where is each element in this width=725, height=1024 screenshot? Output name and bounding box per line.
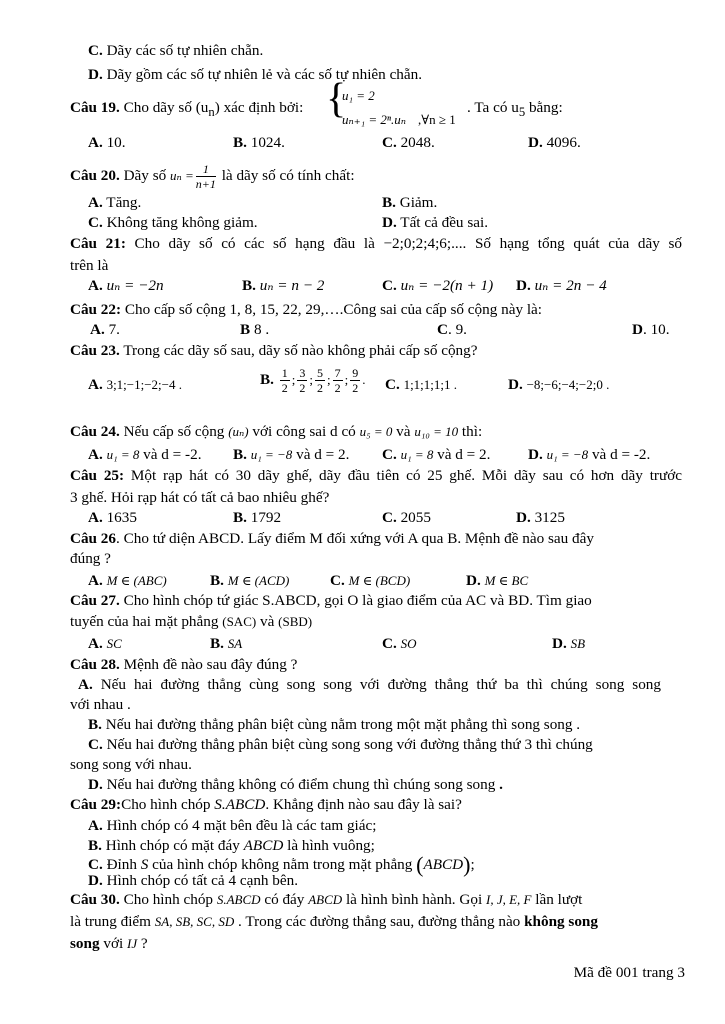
stem-math: u₅ = 0: [359, 424, 393, 439]
stem-text: và: [392, 423, 415, 440]
question-19-system: [326, 76, 466, 134]
fraction-denominator: n+1: [195, 177, 216, 191]
fraction: [333, 366, 343, 395]
question-23-option-a[interactable]: [88, 376, 182, 394]
stem-text: có đáy: [260, 891, 309, 908]
option-letter: D.: [528, 446, 543, 463]
option-letter: A.: [88, 509, 103, 526]
option-text: uₙ = n − 2: [259, 277, 325, 294]
question-label: Câu 23.: [70, 342, 120, 359]
question-23-option-d[interactable]: [508, 376, 609, 394]
question-24-option-a[interactable]: [88, 446, 202, 464]
question-26-option-b[interactable]: [210, 572, 289, 590]
fraction: [196, 162, 216, 191]
option-text: và d = -2.: [588, 446, 651, 463]
option-letter: C.: [382, 134, 397, 151]
stem-text: và: [256, 613, 279, 630]
stem-math: ABCD: [308, 892, 343, 907]
system-eq-1: u₁ = 2: [342, 88, 375, 103]
question-22-option-c[interactable]: [437, 321, 467, 339]
stem-text: Dãy số: [119, 166, 170, 184]
option-math: S: [140, 856, 149, 873]
option-letter: A.: [88, 277, 103, 294]
option-letter: A.: [88, 134, 103, 151]
option-text: 4096.: [542, 134, 581, 151]
question-25-stem-line-2: 3 ghế. Hỏi rạp hát có tất cả bao nhiêu ghế?: [70, 489, 330, 506]
option-letter: B.: [242, 277, 256, 294]
stem-text: lần lượt: [531, 891, 583, 908]
question-20-option-b[interactable]: [382, 194, 437, 212]
stem-math: S.ABCD: [216, 892, 261, 907]
fraction-numerator: 7: [334, 366, 341, 380]
option-letter: D.: [528, 134, 543, 151]
question-25-stem-line-1: [70, 467, 682, 485]
option-text: 2048.: [396, 134, 435, 151]
stem-text: Cho cấp số cộng 1, 8, 15, 22, 29,….Công sai của cấp số cộng này là:: [121, 301, 543, 318]
stem-text: là dãy số có tính chất:: [217, 166, 355, 184]
question-25-option-d[interactable]: [516, 509, 565, 527]
option-letter: C.: [382, 277, 397, 294]
option-letter: A.: [88, 817, 103, 834]
question-24-option-c[interactable]: [382, 446, 490, 464]
option-math: u₁ = −8: [546, 447, 589, 462]
option-letter: C.: [88, 42, 103, 59]
option-text: SC: [106, 636, 122, 651]
option-letter: D: [632, 321, 643, 338]
option-text: M ∈ (ABC): [106, 573, 167, 588]
stem-math: I, J, E, F: [485, 892, 532, 907]
question-25-option-a[interactable]: [88, 509, 137, 527]
option-letter: B.: [210, 572, 224, 589]
question-label: Câu 25:: [70, 467, 125, 484]
option-letter: D.: [88, 776, 103, 793]
curly-brace-icon: {: [326, 76, 347, 122]
question-30-stem-line-3: [70, 935, 148, 953]
option-math: u₁ = −8: [250, 447, 293, 462]
stem-text: ) xác định bởi:: [214, 99, 304, 116]
question-28-option-c-cont: song song với nhau.: [70, 756, 192, 773]
question-26-option-d[interactable]: [466, 572, 528, 590]
option-text: SO: [400, 636, 417, 651]
option-text: . 10.: [642, 321, 670, 338]
fraction: [315, 366, 325, 395]
option-text: Hình chóp có mặt đáy: [101, 837, 244, 854]
plane-name: (SBD): [278, 614, 313, 629]
option-math: ABCD: [243, 837, 284, 854]
option-letter: D.: [382, 214, 397, 231]
fraction: [297, 366, 307, 395]
option-text: M ∈ (ACD): [227, 573, 290, 588]
option-text: và d = 2.: [292, 446, 350, 463]
question-label: Câu 20.: [70, 166, 120, 184]
question-21-option-d[interactable]: [516, 277, 607, 295]
question-27-option-d[interactable]: [552, 635, 585, 653]
stem-text: . Cho tứ diện ABCD. Lấy điểm M đối xứng với A qua B. Mệnh đề nào sau đây: [116, 530, 594, 547]
option-letter: C.: [330, 572, 345, 589]
question-20-option-c[interactable]: [88, 214, 258, 232]
stem-text: Cho dãy số (u: [119, 99, 209, 116]
stem-text: Cho hình chóp: [119, 891, 217, 908]
stem-text: là hình bình hành. Gọi: [342, 891, 486, 908]
question-26-stem-line-1: [70, 530, 594, 548]
option-letter: B.: [210, 635, 224, 652]
question-27-option-c[interactable]: [382, 635, 416, 653]
option-text: Nếu hai đường thẳng không có điểm chung thì chúng song song: [102, 776, 496, 793]
option-letter: C.: [385, 376, 400, 393]
option-letter: A.: [88, 572, 103, 589]
option-text: 7.: [104, 321, 120, 338]
stem-text: là trung điểm: [70, 913, 155, 930]
option-text: Dãy gồm các số tự nhiên lẻ và các số tự nhiên chẵn.: [102, 66, 423, 83]
question-25-option-b[interactable]: [233, 509, 281, 527]
option-text: .: [495, 776, 503, 793]
question-30-stem-line-2: [70, 913, 598, 931]
question-28-option-c[interactable]: [88, 736, 593, 754]
option-letter: A.: [88, 376, 103, 393]
question-25-option-c[interactable]: [382, 509, 431, 527]
option-text: Hình chóp có tất cả 4 cạnh bên.: [102, 872, 299, 889]
option-letter: B: [240, 321, 251, 338]
question-19-option-c[interactable]: [382, 134, 435, 152]
question-27-stem-line-2: [70, 613, 312, 631]
stem-math: IJ: [127, 936, 138, 951]
fraction-denominator: 2: [316, 381, 323, 395]
option-text: và d = -2.: [139, 446, 202, 463]
question-label: Câu 19.: [70, 99, 120, 116]
system-eq-2: uₙ₊₁ = 2ⁿ.uₙ: [342, 112, 407, 127]
stem-text: Cho hình chóp tứ giác S.ABCD, gọi O là giao điểm của AC và BD. Tìm giao: [119, 592, 592, 609]
question-label: Câu 30.: [70, 891, 120, 908]
question-28-option-a-cont: với nhau .: [70, 696, 131, 713]
option-text: Hình chóp có 4 mặt bên đều là các tam giác;: [102, 817, 377, 834]
option-text: Nếu hai đường thẳng phân biệt cùng nằm trong một mặt phẳng thì song song .: [101, 716, 581, 733]
prev-option-d: [88, 66, 422, 84]
fraction-numerator: 3: [299, 366, 306, 380]
option-letter: B.: [233, 509, 247, 526]
stem-math: (uₙ): [228, 424, 249, 439]
question-27-option-a[interactable]: [88, 635, 122, 653]
stem-text: với: [99, 935, 127, 952]
stem-text: ?: [137, 935, 148, 952]
option-text: SB: [570, 636, 586, 651]
question-26-option-c[interactable]: [330, 572, 410, 590]
question-26-option-a[interactable]: [88, 572, 167, 590]
page-footer: Mã đề 001 trang 3: [573, 964, 685, 981]
option-text: của hình chóp không nằm trong mặt phẳng: [148, 856, 417, 873]
fraction: [280, 366, 290, 395]
fraction-numerator: 5: [316, 366, 323, 380]
option-text: 10.: [102, 134, 126, 151]
question-21-option-a[interactable]: [88, 277, 164, 295]
stem-subscript: 5: [518, 105, 526, 120]
option-letter: A.: [78, 676, 93, 693]
option-letter: D.: [88, 872, 103, 889]
question-19-option-d[interactable]: [528, 134, 581, 152]
stem-text: với công sai d có: [248, 423, 360, 440]
option-text: Giảm.: [395, 194, 438, 211]
fraction-denominator: 2: [281, 381, 288, 395]
option-text: Không tăng không giảm.: [102, 214, 258, 231]
question-22-option-d[interactable]: [632, 321, 670, 339]
question-27-stem-line-1: [70, 592, 592, 610]
question-23-option-c[interactable]: [385, 376, 457, 394]
question-21-stem-line-2: trên là: [70, 257, 109, 274]
stem-text: . Ta có u: [467, 99, 519, 116]
question-label: Câu 28.: [70, 656, 120, 673]
question-label: Câu 24.: [70, 423, 120, 440]
option-letter: A.: [90, 321, 105, 338]
question-21-stem-line-1: [70, 235, 682, 253]
option-text: 1635: [102, 509, 137, 526]
option-text: 1024.: [246, 134, 285, 151]
stem-text: tuyến của hai mặt phẳng: [70, 613, 223, 630]
fraction-denominator: 2: [334, 381, 341, 395]
fraction-denominator: 2: [352, 381, 359, 395]
question-24-stem: [70, 423, 482, 441]
option-text: . 9.: [447, 321, 467, 338]
option-text: M ∈ (BCD): [348, 573, 411, 588]
stem-text: Cho hình chóp: [121, 796, 215, 813]
stem-text: Trong các dãy số sau, dãy số nào không phải cấp số cộng?: [119, 342, 478, 359]
stem-text: . Khẳng định nào sau đây là sai?: [265, 796, 462, 813]
question-23-stem: [70, 342, 477, 360]
plane-name: (SAC): [222, 614, 257, 629]
question-label: Câu 27.: [70, 592, 120, 609]
option-text: 8 .: [250, 321, 270, 338]
option-letter: B.: [382, 194, 396, 211]
question-label: Câu 22:: [70, 301, 122, 318]
option-math: u₁ = 8: [106, 447, 140, 462]
question-20-option-d[interactable]: [382, 214, 488, 232]
option-text: SA: [227, 636, 243, 651]
question-30-stem-line-1: [70, 891, 582, 909]
option-letter: C.: [382, 635, 397, 652]
question-label: Câu 21:: [70, 235, 126, 252]
fraction-denominator: 2: [299, 381, 306, 395]
option-letter: B.: [88, 716, 102, 733]
option-letter: B.: [88, 837, 102, 854]
stem-math: u₁₀ = 10: [414, 424, 459, 439]
option-math: u₁ = 8: [400, 447, 434, 462]
question-21-option-c[interactable]: [382, 277, 493, 295]
option-text: 2055: [396, 509, 431, 526]
stem-math: SA, SB, SC, SD: [154, 914, 235, 929]
stem-text: Một rạp hát có 30 dãy ghế, dãy đầu tiên có 25 ghế. Mỗi dãy sau có hơn dãy trước: [124, 467, 682, 484]
question-28-stem: [70, 656, 297, 674]
option-letter: C.: [382, 446, 397, 463]
question-19-tail: [467, 99, 563, 120]
option-text: và d = 2.: [433, 446, 491, 463]
question-23-option-b[interactable]: B. $\frac{1}{2}$ ; $\frac{3}{2}$ ; $\frac{5}{2}$ ; $\frac{7}{2}$ ; $\frac{9}{2}$ .: [260, 366, 366, 395]
question-29-option-d[interactable]: [88, 872, 298, 890]
fraction-numerator: 9: [352, 366, 359, 380]
option-letter: C: [437, 321, 448, 338]
option-text: 3125: [530, 509, 565, 526]
question-28-option-d[interactable]: [88, 776, 503, 794]
option-letter: C.: [88, 214, 103, 231]
prev-option-c: [88, 42, 263, 60]
option-text: Nếu hai đường thẳng cùng song song với đường thẳng thứ ba thì chúng song song: [92, 676, 661, 693]
option-letter: D.: [516, 277, 531, 294]
stem-emphasis: không song: [524, 913, 598, 930]
question-22-stem: [70, 301, 542, 319]
option-text: 1;1;1;1;1 .: [403, 377, 458, 392]
option-letter: B.: [260, 370, 274, 388]
fraction: [350, 366, 360, 395]
formula-lhs: uₙ =: [170, 167, 194, 183]
fraction-numerator: 1: [281, 366, 288, 380]
option-letter: A.: [88, 635, 103, 652]
option-letter: A.: [88, 194, 103, 211]
question-20-stem: [70, 162, 355, 191]
option-letter: B.: [233, 446, 247, 463]
option-letter: A.: [88, 446, 103, 463]
option-text: ;: [470, 856, 475, 873]
stem-subscript: n: [208, 105, 215, 120]
question-27-option-b[interactable]: [210, 635, 242, 653]
option-text: 3;1;−1;−2;−4 .: [106, 377, 183, 392]
question-21-option-b[interactable]: [242, 277, 324, 295]
question-19-option-a[interactable]: [88, 134, 126, 152]
question-22-option-b[interactable]: [240, 321, 269, 339]
option-letter: C.: [88, 856, 103, 873]
option-letter: B.: [233, 134, 247, 151]
option-math: ABCD: [423, 856, 464, 873]
question-24-option-b[interactable]: [233, 446, 349, 464]
system-eq-2-condition: ,∀n ≥ 1: [418, 112, 456, 127]
question-28-option-b[interactable]: [88, 716, 580, 734]
stem-text: . Trong các đường thẳng sau, đường thẳng nào: [234, 913, 525, 930]
option-letter: D.: [516, 509, 531, 526]
fraction-numerator: 1: [196, 162, 216, 177]
stem-text: thì:: [458, 423, 483, 440]
question-29-option-c[interactable]: C. Đỉnh S của hình chóp không nằm trong mặt phẳng (ABCD);: [88, 852, 475, 877]
question-29-stem: [70, 796, 462, 814]
question-20-option-a[interactable]: [88, 194, 141, 212]
stem-text: bằng:: [525, 99, 563, 116]
question-29-option-a[interactable]: [88, 817, 376, 835]
stem-text: Cho dãy số có các số hạng đầu là −2;0;2;4;6;.... Số hạng tổng quát của dãy số: [125, 235, 682, 252]
option-letter: C.: [382, 509, 397, 526]
option-letter: D.: [552, 635, 567, 652]
question-28-option-a[interactable]: [78, 676, 661, 694]
option-letter: D.: [466, 572, 481, 589]
question-24-option-d[interactable]: [528, 446, 650, 464]
stem-text: Mệnh đề nào sau đây đúng ?: [119, 656, 298, 673]
stem-text: Nếu cấp số cộng: [119, 423, 229, 440]
option-text: Nếu hai đường thẳng phân biệt cùng song song với đường thẳng thứ 3 thì chúng: [102, 736, 593, 753]
option-text: uₙ = −2(n + 1): [400, 277, 494, 294]
option-text: Dãy các số tự nhiên chẵn.: [102, 42, 264, 59]
question-26-stem-line-2: đúng ?: [70, 550, 111, 567]
stem-math: S.ABCD: [214, 796, 266, 813]
question-label: Câu 29:: [70, 796, 122, 813]
question-19-option-b[interactable]: [233, 134, 285, 152]
option-text: M ∈ BC: [484, 573, 529, 588]
question-19-stem: [70, 99, 303, 120]
option-text: Tăng.: [102, 194, 142, 211]
option-text: uₙ = −2n: [106, 277, 164, 294]
option-letter: D.: [508, 376, 523, 393]
question-22-option-a[interactable]: [90, 321, 120, 339]
option-text: là hình vuông;: [283, 837, 375, 854]
option-text: uₙ = 2n − 4: [534, 277, 607, 294]
option-text: Đỉnh: [102, 856, 141, 873]
option-text: Tất cả đều sai.: [396, 214, 488, 231]
option-letter: C.: [88, 736, 103, 753]
option-letter: D.: [88, 66, 103, 83]
stem-emphasis: song: [70, 935, 100, 952]
option-text: 1792: [246, 509, 282, 526]
option-text: −8;−6;−4;−2;0 .: [526, 377, 610, 392]
question-label: Câu 26: [70, 530, 116, 547]
